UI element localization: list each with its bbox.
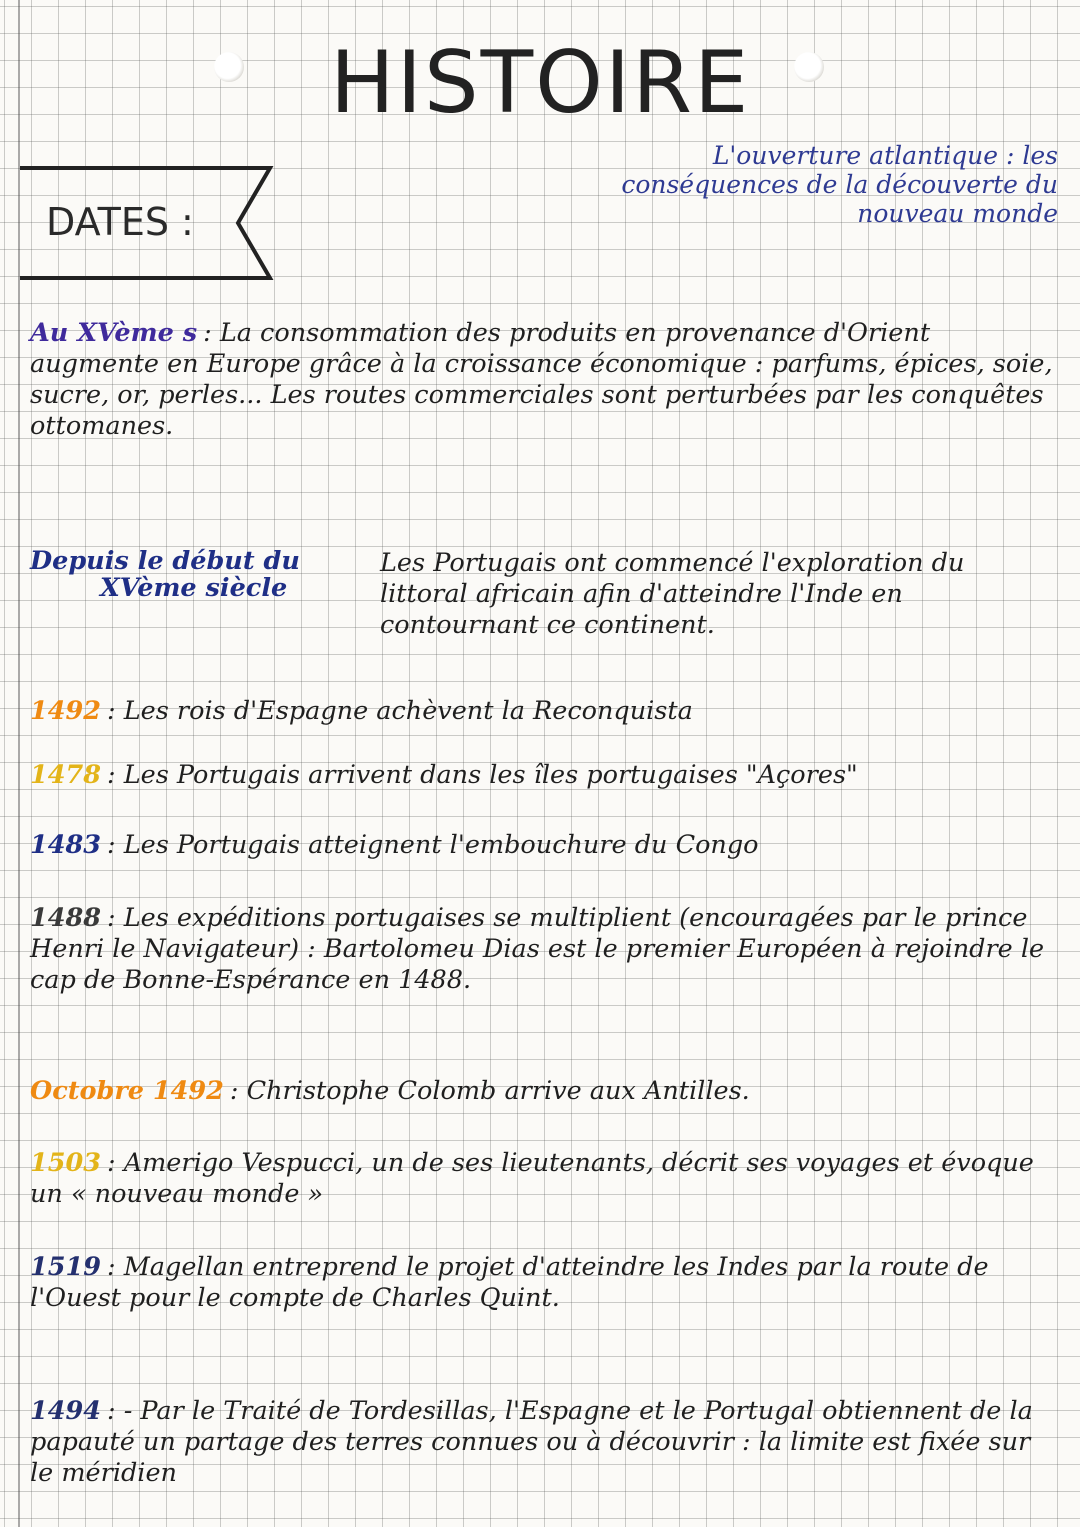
- entry-1503: 1503 : Amerigo Vespucci, un de ses lieutenants, décrit ses voyages et évoque un « nouveau monde »: [30, 1148, 1034, 1209]
- entry-text: Les Portugais arrivent dans les îles portugaises "Açores": [123, 760, 858, 790]
- entry-date-line1: Depuis le début du: [30, 546, 300, 576]
- entry-date: Octobre 1492: [30, 1076, 224, 1106]
- entry-text: Magellan entreprend le projet d'atteindre les Indes par la route de l'Ouest pour le compte de Charles Quint.: [30, 1252, 989, 1313]
- entry-date: [30, 548, 380, 602]
- entry-date: 1478: [30, 760, 101, 790]
- entry-date: 1483: [30, 830, 101, 860]
- entry-text: Les Portugais atteignent l'embouchure du Congo: [123, 830, 759, 860]
- entry-date: 1503: [30, 1148, 101, 1178]
- entry-1478: 1478 : Les Portugais arrivent dans les îles portugaises "Açores": [30, 760, 858, 790]
- entry-date-line2: XVème siècle: [100, 573, 288, 603]
- entry-1483: 1483 : Les Portugais atteignent l'embouchure du Congo: [30, 830, 759, 860]
- entry-text: Les expéditions portugaises se multiplient (encouragées par le prince Henri le Navigateur) : Bartolomeu Dias est le premier Européen à rejoindre le cap de Bonne-Espérance en 1488.: [30, 903, 1045, 995]
- entry-date: Au XVème s: [30, 318, 198, 348]
- entry-1519: 1519 : Magellan entreprend le projet d'atteindre les Indes par la route de l'Ouest pour le compte de Charles Quint.: [30, 1252, 989, 1313]
- entry-text: Les Portugais ont commencé l'exploration du littoral africain afin d'atteindre l'Inde en contournant ce continent.: [380, 548, 965, 640]
- entry-october-1492: Octobre 1492 : Christophe Colomb arrive aux Antilles.: [30, 1076, 750, 1106]
- punch-hole-right: [794, 52, 824, 82]
- entry-text: Les rois d'Espagne achèvent la Reconquista: [123, 696, 693, 726]
- entry-date: 1494: [30, 1396, 101, 1426]
- entry-text: La consommation des produits en provenance d'Orient augmente en Europe grâce à la croissance économique : parfums, épices, soie, sucre, or, perles... Les routes commerciales sont perturbées par les conquêtes ottomanes.: [30, 318, 1053, 441]
- page-title: HISTOIRE: [330, 33, 751, 133]
- chapter-subtitle: L'ouverture atlantique : les conséquences de la découverte du nouveau monde: [621, 141, 1058, 228]
- entry-1488: 1488 : Les expéditions portugaises se multiplient (encouragées par le prince Henri le Navigateur) : Bartolomeu Dias est le premier Européen à rejoindre le cap de Bonne-Espérance en 1488.: [30, 903, 1045, 995]
- entry-date: 1488: [30, 903, 101, 933]
- dates-label: DATES :: [46, 200, 194, 244]
- entry-text: Amerigo Vespucci, un de ses lieutenants, décrit ses voyages et évoque un « nouveau monde »: [30, 1148, 1034, 1209]
- entry-early-xv-century: [30, 548, 1060, 641]
- entry-text: - Par le Traité de Tordesillas, l'Espagne et le Portugal obtiennent de la papauté un partage des terres connues ou à découvrir : la limite est fixée sur le méridien: [30, 1396, 1033, 1488]
- entry-1494: 1494 : - Par le Traité de Tordesillas, l'Espagne et le Portugal obtiennent de la papauté un partage des terres connues ou à découvrir : la limite est fixée sur le méridien: [30, 1396, 1033, 1488]
- punch-hole-left: [214, 52, 244, 82]
- entry-date: 1519: [30, 1252, 101, 1282]
- entry-date: 1492: [30, 696, 101, 726]
- entry-xv-century: Au XVème s : La consommation des produits en provenance d'Orient augmente en Europe grâce à la croissance économique : parfums, épices, soie, sucre, or, perles... Les routes commerciales sont perturbées par les conquêtes ottomanes.: [30, 318, 1053, 441]
- entry-text: Christophe Colomb arrive aux Antilles.: [246, 1076, 750, 1106]
- entry-1492: 1492 : Les rois d'Espagne achèvent la Reconquista: [30, 696, 693, 726]
